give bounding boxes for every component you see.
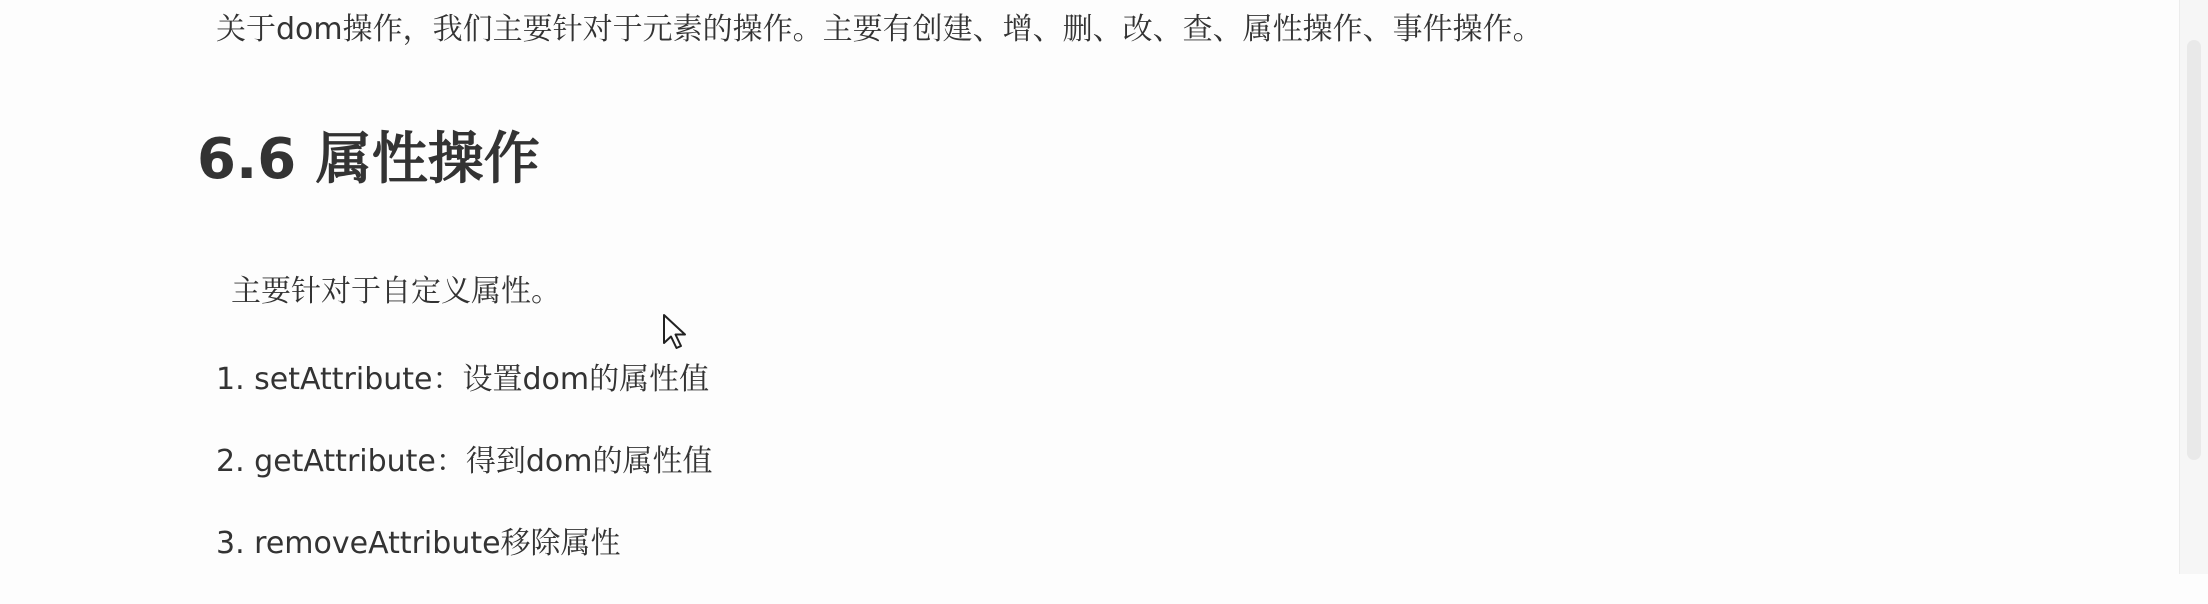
scrollbar-thumb[interactable] <box>2187 40 2201 460</box>
mouse-cursor-icon <box>662 313 688 351</box>
attribute-methods-list <box>216 358 713 604</box>
list-item: 3. removeAttribute移除属性 <box>216 526 621 561</box>
section-description: 主要针对于自定义属性。 <box>231 274 561 309</box>
vertical-scrollbar[interactable] <box>2179 0 2208 574</box>
intro-paragraph: 关于dom操作，我们主要针对于元素的操作。主要有创建、增、删、改、查、属性操作、事件操作。 <box>216 12 1543 47</box>
list-item: 1. setAttribute：设置dom的属性值 <box>216 362 710 397</box>
list-item: 2. getAttribute：得到dom的属性值 <box>216 444 713 479</box>
section-heading: 6.6 属性操作 <box>197 127 540 192</box>
